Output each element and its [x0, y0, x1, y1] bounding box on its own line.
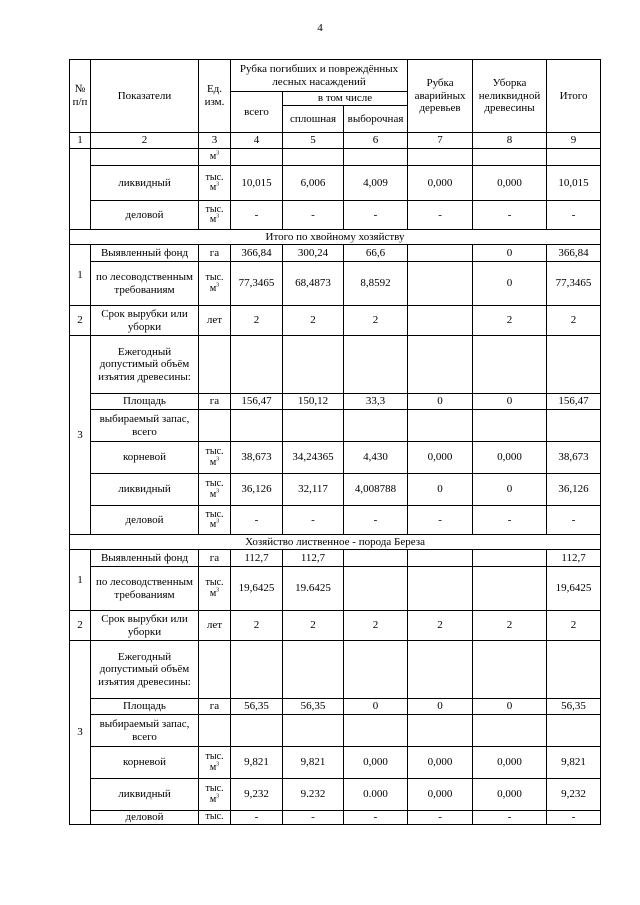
col-number: 8 [473, 133, 547, 149]
value-cell: 4,009 [344, 166, 408, 201]
table-row [70, 201, 601, 230]
value-cell: 366,84 [547, 245, 601, 262]
value-cell: 38,673 [547, 442, 601, 474]
row-label: Выявленный фонд [91, 245, 199, 262]
row-label: Площадь [91, 394, 199, 410]
row-label: деловой [91, 811, 199, 825]
value-cell: 9,232 [231, 779, 283, 811]
table-row [70, 811, 601, 825]
value-cell: - [344, 506, 408, 535]
table-row [70, 506, 601, 535]
unit-cell: тыс. $м^3$ [199, 474, 231, 506]
value-cell: - [283, 506, 344, 535]
row-label: Выявленный фонд [91, 550, 199, 567]
section-title: Хозяйство лиственное - порода Береза [70, 535, 601, 550]
row-label: Ежегодный допустимый объём изъятия древесины: [91, 336, 199, 394]
value-cell: 56,35 [283, 699, 344, 715]
row-number: 2 [70, 611, 91, 641]
value-cell: 0 [473, 474, 547, 506]
table-row [70, 567, 601, 611]
table-row [70, 747, 601, 779]
table-row [70, 442, 601, 474]
value-cell: - [283, 811, 344, 825]
row-label: по лесоводственным требованиям [91, 567, 199, 611]
value-cell: - [231, 811, 283, 825]
value-cell: 9,232 [547, 779, 601, 811]
header-col8: Уборка неликвидной древесины [473, 60, 547, 133]
value-cell [473, 567, 547, 611]
unit-cell: тыс. $м^3$ [199, 442, 231, 474]
unit-cell: тыс. $м^3$ [199, 262, 231, 306]
value-cell [344, 550, 408, 567]
value-cell: 2 [473, 306, 547, 336]
value-cell: 36,126 [231, 474, 283, 506]
col-number: 3 [199, 133, 231, 149]
value-cell: 36,126 [547, 474, 601, 506]
value-cell: - [231, 201, 283, 230]
col-number: 2 [91, 133, 199, 149]
value-cell: - [547, 811, 601, 825]
value-cell: 0 [473, 394, 547, 410]
value-cell [408, 262, 473, 306]
col-number: 4 [231, 133, 283, 149]
value-cell: 300,24 [283, 245, 344, 262]
value-cell: - [408, 201, 473, 230]
value-cell: 77,3465 [547, 262, 601, 306]
row-label: ликвидный [91, 166, 199, 201]
value-cell: 0 [408, 474, 473, 506]
value-cell: 33,3 [344, 394, 408, 410]
value-cell: - [473, 811, 547, 825]
row-label: выбираемый запас, всего [91, 715, 199, 747]
value-cell [473, 550, 547, 567]
value-cell: 0 [408, 394, 473, 410]
unit-cell: га [199, 245, 231, 262]
value-cell: 2 [231, 611, 283, 641]
col-number: 1 [70, 133, 91, 149]
value-cell: 156,47 [231, 394, 283, 410]
header-v-tom-chisle: в том числе [283, 92, 408, 106]
value-cell: 0,000 [473, 442, 547, 474]
row-number: 2 [70, 306, 91, 336]
table-row [70, 611, 601, 641]
unit-cell: лет [199, 306, 231, 336]
value-cell: 2 [547, 611, 601, 641]
header-num: № п/п [70, 60, 91, 133]
value-cell: - [344, 201, 408, 230]
value-cell: - [547, 201, 601, 230]
value-cell: 10,015 [547, 166, 601, 201]
table-row [70, 166, 601, 201]
table-row [70, 149, 601, 166]
value-cell: 0,000 [473, 779, 547, 811]
column-numbers-row [70, 133, 601, 149]
value-cell: 4,008788 [344, 474, 408, 506]
row-label: Площадь [91, 699, 199, 715]
value-cell: 0 [473, 262, 547, 306]
value-cell: 0 [344, 699, 408, 715]
row-label: деловой [91, 201, 199, 230]
row-label: ликвидный [91, 474, 199, 506]
value-cell: 156,47 [547, 394, 601, 410]
row-label: Ежегодный допустимый объём изъятия древесины: [91, 641, 199, 699]
value-cell [408, 567, 473, 611]
row-label: Срок вырубки или уборки [91, 611, 199, 641]
value-cell: 19,6425 [231, 567, 283, 611]
table-row [70, 699, 601, 715]
table-row [70, 262, 601, 306]
value-cell: 0.000 [344, 779, 408, 811]
header-vyborochnaya: выборочная [344, 106, 408, 133]
value-cell: 77,3465 [231, 262, 283, 306]
value-cell: 0,000 [408, 442, 473, 474]
col-number: 5 [283, 133, 344, 149]
value-cell: 32,117 [283, 474, 344, 506]
value-cell: 9,821 [231, 747, 283, 779]
value-cell: 2 [231, 306, 283, 336]
page-number: 4 [317, 22, 323, 34]
value-cell [408, 306, 473, 336]
unit-cell: $м^3$ [199, 149, 231, 166]
unit-cell: тыс. $м^3$ [199, 201, 231, 230]
header-sploshnaya: сплошная [283, 106, 344, 133]
unit-cell: га [199, 394, 231, 410]
row-label: по лесоводственным требованиям [91, 262, 199, 306]
table-row [70, 641, 601, 699]
unit-cell: тыс. $м^3$ [199, 567, 231, 611]
table-row [70, 410, 601, 442]
value-cell: 2 [408, 611, 473, 641]
table-row [70, 779, 601, 811]
unit-cell: га [199, 699, 231, 715]
header-vsego: всего [231, 92, 283, 133]
value-cell: 0,000 [473, 166, 547, 201]
row-label: деловой [91, 506, 199, 535]
harvest-table [69, 59, 601, 825]
value-cell: 2 [547, 306, 601, 336]
value-cell: - [283, 201, 344, 230]
value-cell: - [344, 811, 408, 825]
col-number: 7 [408, 133, 473, 149]
unit-cell: тыс. $м^3$ [199, 166, 231, 201]
value-cell: 38,673 [231, 442, 283, 474]
value-cell: - [231, 506, 283, 535]
value-cell: 150,12 [283, 394, 344, 410]
row-number: 3 [70, 336, 91, 535]
unit-cell: тыс. $м^3$ [199, 506, 231, 535]
table-row [70, 715, 601, 747]
value-cell: 0,000 [408, 166, 473, 201]
value-cell: 19,6425 [547, 567, 601, 611]
row-label: корневой [91, 747, 199, 779]
value-cell: 9,821 [547, 747, 601, 779]
unit-cell: тыс. $м^3$ [199, 747, 231, 779]
table-row [70, 394, 601, 410]
value-cell: 66,6 [344, 245, 408, 262]
row-label: Срок вырубки или уборки [91, 306, 199, 336]
value-cell: 8,8592 [344, 262, 408, 306]
value-cell: 0 [408, 699, 473, 715]
row-number: 1 [70, 245, 91, 306]
value-cell: 4,430 [344, 442, 408, 474]
row-label: корневой [91, 442, 199, 474]
value-cell: 0,000 [408, 779, 473, 811]
row-number: 1 [70, 550, 91, 611]
value-cell: 6,006 [283, 166, 344, 201]
value-cell: 112,7 [283, 550, 344, 567]
value-cell: 56,35 [547, 699, 601, 715]
value-cell: 0,000 [344, 747, 408, 779]
section-title: Итого по хвойному хозяйству [70, 230, 601, 245]
table-row [70, 550, 601, 567]
value-cell: 9,821 [283, 747, 344, 779]
value-cell: 366,84 [231, 245, 283, 262]
unit-cell: лет [199, 611, 231, 641]
value-cell: - [473, 201, 547, 230]
header-col9: Итого [547, 60, 601, 133]
value-cell: 2 [344, 611, 408, 641]
value-cell: 10,015 [231, 166, 283, 201]
value-cell: 2 [283, 306, 344, 336]
value-cell: 0,000 [473, 747, 547, 779]
value-cell: 56,35 [231, 699, 283, 715]
value-cell: 19.6425 [283, 567, 344, 611]
header-group: Рубка погибших и повреждённых лесных насаждений [231, 60, 408, 92]
value-cell: 68,4873 [283, 262, 344, 306]
row-number: 3 [70, 641, 91, 825]
value-cell: - [408, 811, 473, 825]
header-indicators: Показатели [91, 60, 199, 133]
unit-cell: тыс. $м^3$ [199, 779, 231, 811]
row-label: ликвидный [91, 779, 199, 811]
value-cell [408, 550, 473, 567]
value-cell: 112,7 [231, 550, 283, 567]
value-cell: 9.232 [283, 779, 344, 811]
value-cell: 0 [473, 699, 547, 715]
value-cell: 0,000 [408, 747, 473, 779]
value-cell: - [408, 506, 473, 535]
col-number: 9 [547, 133, 601, 149]
value-cell: 2 [344, 306, 408, 336]
col-number: 6 [344, 133, 408, 149]
row-label: выбираемый запас, всего [91, 410, 199, 442]
value-cell [408, 245, 473, 262]
value-cell: - [547, 506, 601, 535]
header-unit: Ед. изм. [199, 60, 231, 133]
table-row [70, 245, 601, 262]
value-cell: 2 [473, 611, 547, 641]
value-cell: 34,24365 [283, 442, 344, 474]
header-col7: Рубка аварийных деревьев [408, 60, 473, 133]
table-row [70, 306, 601, 336]
table-row [70, 336, 601, 394]
value-cell: 112,7 [547, 550, 601, 567]
table-row [70, 474, 601, 506]
value-cell: 0 [473, 245, 547, 262]
value-cell: 2 [283, 611, 344, 641]
value-cell [344, 567, 408, 611]
unit-cell: тыс. [199, 811, 231, 825]
value-cell: - [473, 506, 547, 535]
unit-cell: га [199, 550, 231, 567]
